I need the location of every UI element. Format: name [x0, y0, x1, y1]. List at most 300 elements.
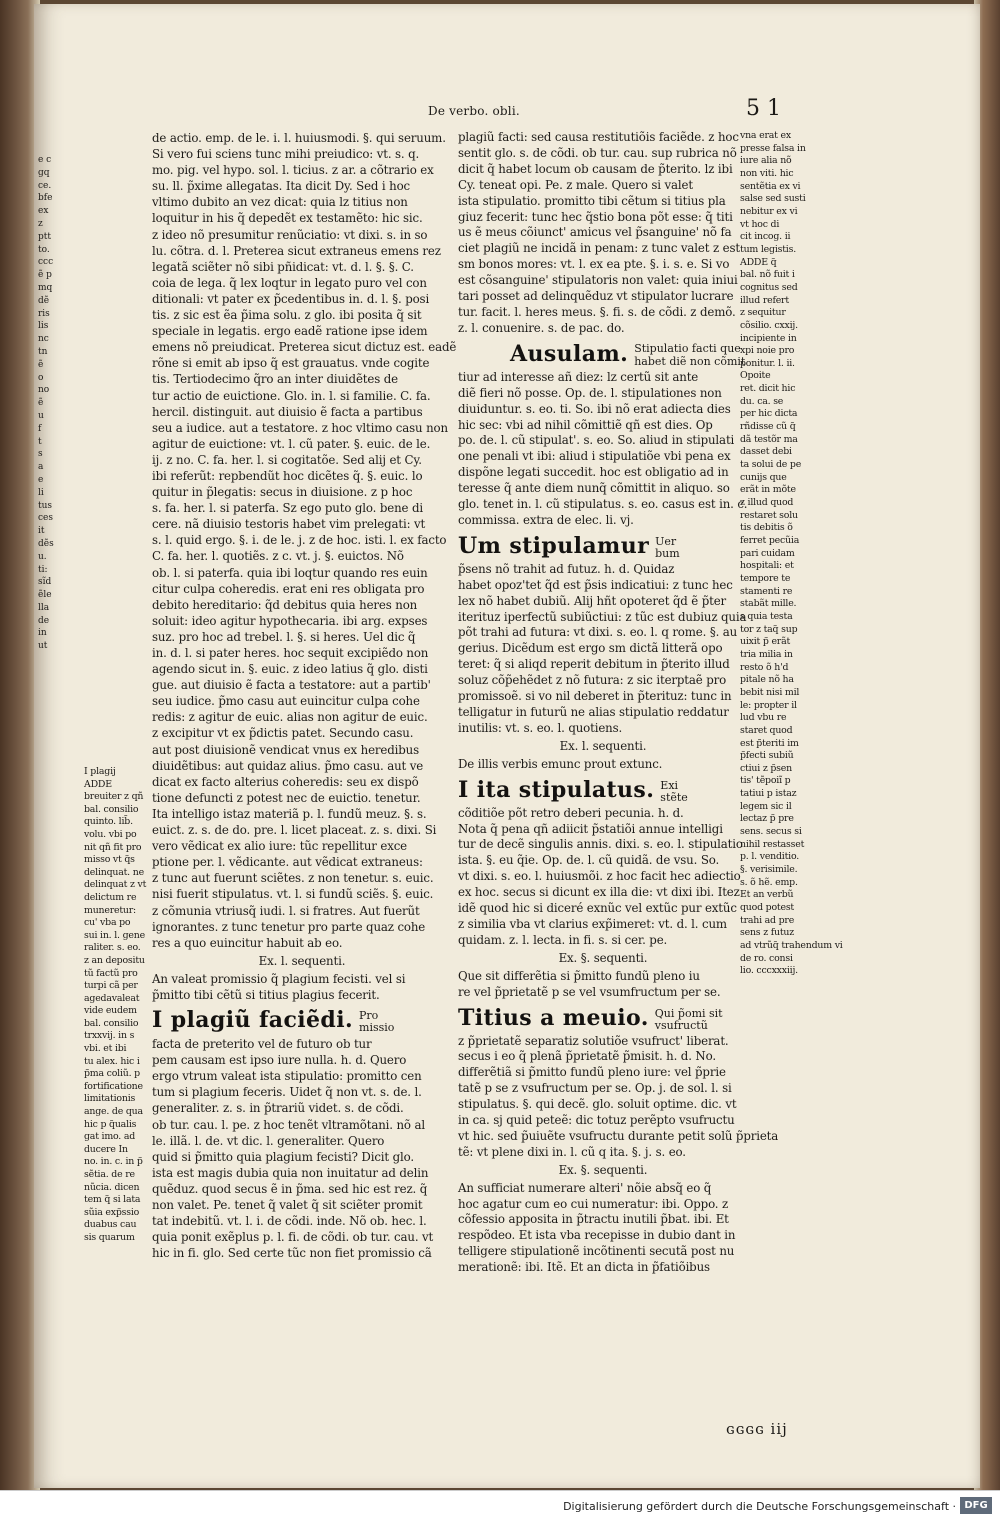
- gloss-line: uixit p̃ erãt: [740, 636, 791, 648]
- right-lines-g: [458, 1181, 748, 1276]
- gloss-line: presse falsa in: [740, 142, 806, 154]
- gloss-line: erãt in mõte: [740, 484, 796, 496]
- edge-gloss: [38, 154, 60, 653]
- gloss-line: delinquat z vt: [84, 879, 147, 891]
- rubric-line: De illis verbis emunc prout extunc.: [458, 756, 663, 771]
- gloss-line: lio. cccxxxiij.: [740, 965, 798, 977]
- gloss-line: dasset debi: [740, 446, 792, 458]
- text-line: secus i eo q̃ plenã p̃prietatẽ p̃misit. h. d. No.: [458, 1049, 716, 1064]
- gloss-line: bebit nisi mil: [740, 686, 800, 698]
- gloss-line: non viti. hic: [740, 167, 794, 179]
- text-line: ista stipulatio. promitto tibi cẽtum si titius pla: [458, 193, 726, 208]
- text-line: in. d. l. si pater heres. hoc sequit excipiẽdo non: [152, 646, 429, 660]
- gloss-line: legem sic il: [740, 800, 792, 812]
- gloss-line: ponitur. l. ii.: [740, 357, 795, 369]
- text-line: generaliter. z. s. in p̃trariũ videt. s. de cõdi.: [152, 1101, 404, 1116]
- gloss-line: bal. consilio: [84, 1017, 139, 1029]
- gloss-line: quod potest: [740, 902, 795, 914]
- gloss-line: delinquat. ne: [84, 866, 144, 878]
- text-line: ciet plagiũ ne incidã in penam: z tunc valet z est: [458, 241, 740, 256]
- text-line: p̃mitto tibi cẽtũ si titius plagius fecerit.: [152, 987, 380, 1002]
- gloss-line: bfe: [38, 193, 53, 204]
- gloss-line: ADDE: [84, 778, 112, 790]
- gloss-line: ret. dicit hic: [740, 383, 796, 395]
- text-line: cõfessio apposita in p̃tractu inutili p̃bat. ibi. Et: [458, 1212, 729, 1227]
- text-line: quid si p̃mitto quia plagium fecisti? Dicit glo.: [152, 1149, 414, 1164]
- gloss-line: dẽs: [38, 538, 54, 549]
- text-line: su. ll. p̃xime allegatas. Ita dicit Dy. Sed i hoc: [152, 179, 410, 194]
- text-line: C. fa. her. l. quotiẽs. z c. vt. j. §. euictos. Nõ: [152, 549, 404, 564]
- footer-credit: Digitalisierung gefördert durch die Deutsche Forschungsgemeinschaft ·: [563, 1500, 956, 1513]
- gloss-line: z illud quod: [740, 497, 794, 509]
- text-line: iterituz iperfectũ subiũctiui: z tũc est dubiuz quia: [458, 609, 747, 624]
- text-line: inutilis: vt. s. eo. l. quotiens.: [458, 720, 623, 735]
- gloss-line: f: [38, 423, 42, 434]
- text-line: tiur ad interesse añ diez: lz certũ sit ante: [458, 369, 699, 384]
- text-line: rõne si emit ab ipso q̃ est grauatus. vnde cogite: [152, 356, 430, 371]
- text-line: lu. cõtra. d. l. Preterea sicut extraneus emens rez: [152, 243, 441, 258]
- gloss-line: li: [38, 487, 44, 498]
- gloss-line: e: [38, 474, 44, 485]
- left-lines-c: [152, 1036, 452, 1261]
- gloss-line: tus: [38, 500, 53, 511]
- gloss-line: cu' vba po: [84, 917, 131, 929]
- gloss-line: lis: [38, 321, 49, 332]
- gloss-line: tn: [38, 346, 48, 357]
- gloss-line: cit incog. ii: [740, 231, 791, 243]
- left-lines-a: [152, 130, 457, 951]
- gloss-line: ẽ p: [38, 270, 52, 281]
- text-line: ergo vtrum valeat ista stipulatio: promitto cen: [152, 1069, 422, 1084]
- gloss-line: cunijs que: [740, 471, 787, 483]
- text-line: facta de preterito vel de futuro ob tur: [152, 1037, 372, 1052]
- gloss-line: it: [38, 526, 45, 537]
- gloss-line: agedavaleat: [84, 992, 140, 1004]
- gloss-line: nebitur ex vi: [740, 205, 798, 217]
- text-line: tari posset ad delinquẽduz vt stipulator lucrare: [458, 289, 734, 304]
- headline-um-stipulamur: Um stipulamur: [458, 532, 650, 559]
- gloss-line: trxxvij. in s: [84, 1030, 135, 1042]
- gloss-line: restaret solu: [740, 509, 798, 521]
- gloss-line: t: [38, 436, 42, 447]
- text-line: z similia vba vt clarius exp̃imeret: vt. d. l. cum: [458, 916, 727, 931]
- text-line: in ca. sj quid peteẽ: dic totuz perẽpto vsufructu: [458, 1113, 735, 1128]
- right-lines-e: [458, 969, 748, 1001]
- text-line: quitur in p̃legatis: secus in diuisione. z p hoc: [152, 485, 413, 500]
- text-line: z p̃prietatẽ separatiz solutiõe vsufruct' liberat.: [458, 1033, 729, 1048]
- gloss-line: rñdisse cũ q̃: [740, 421, 796, 433]
- text-line: hoc agatur cum eo cui numeratur: ibi. Oppo. z: [458, 1196, 729, 1211]
- gloss-line: est p̃teriti im: [740, 737, 799, 749]
- right-lines-a: [458, 130, 748, 337]
- gloss-line: p̃fecti subiũ: [740, 750, 794, 762]
- text-line: vltimo dubito an vez dicat: quia lz titius non: [152, 195, 408, 210]
- gloss-line: tis debitis õ: [740, 522, 793, 534]
- dfg-logo: DFG: [960, 1497, 992, 1514]
- text-line: ditionali: vt pater ex p̃cedentibus in. d. l. §. posi: [152, 291, 430, 306]
- gloss-line: staret quod: [740, 724, 793, 736]
- text-line: teret: q̃ si aliqd reperit debitum in p̃terito illud: [458, 657, 730, 672]
- gloss-line: vna erat ex: [740, 130, 791, 141]
- text-line: sentit glo. s. de cõdi. ob tur. cau. sup rubrica nõ: [458, 145, 737, 160]
- gloss-line: le: propter il: [740, 699, 797, 711]
- gloss-line: sis quarum: [84, 1231, 135, 1243]
- text-line: s. l. quid ergo. §. i. de le. j. z de hoc. isti. l. ex facto: [152, 533, 447, 548]
- gloss-line: tatiui p istaz: [740, 788, 797, 800]
- text-line: le. illã. l. de. vt dic. l. generaliter. Quero: [152, 1133, 385, 1148]
- text-line: cere. nã diuisio testoris habet vim prelegati: vt: [152, 517, 426, 532]
- outer-margin-gloss: [740, 130, 843, 978]
- text-line: idẽ quod hic si diceré exnũc vel extũc pur extũc: [458, 901, 737, 916]
- text-line: euict. z. s. de do. pre. l. licet placeat. z. s. dixi. Si: [152, 823, 437, 838]
- gloss-line: resto õ h'd: [740, 661, 789, 673]
- right-lines-f: [458, 1033, 779, 1161]
- text-line: z cõmunia vtriusq̃ iudi. l. si fratres. Aut fuerũt: [152, 903, 420, 918]
- gloss-line: s quia testa: [740, 610, 793, 622]
- gloss-line: nihil restasset: [740, 838, 805, 850]
- text-line: nisi fuerit stipulatus. vt. l. si fundũ sciẽs. §. euic.: [152, 887, 434, 902]
- text-line: soluz cõp̃ehẽdet z nõ futura: z sic iterptaẽ pro: [458, 673, 727, 688]
- text-line: hic in fi. glo. Sed certe tũc non fiet promissio cã: [152, 1246, 432, 1261]
- text-line: s. fa. her. l. si paterfa. Sz ego puto glo. bene di: [152, 501, 423, 516]
- text-line: promissoẽ. si vo nil deberet in p̃terituz: tunc in: [458, 689, 732, 704]
- headline-titius-a-meuio: Titius a meuio.: [458, 1004, 649, 1031]
- gloss-line: sũia exp̃ssio: [84, 1206, 140, 1218]
- text-line: lex nõ habet dubiũ. Alij hñt opoteret q̃d ẽ p̃ter: [458, 593, 727, 608]
- gloss-line: ADDE q̃: [740, 256, 777, 268]
- text-line: plagiũ facti: sed causa restitutiõis faciẽde. z hoc: [458, 130, 739, 144]
- right-lines-b: [458, 370, 748, 529]
- gloss-line: u: [38, 410, 44, 421]
- text-line: vero vẽdicat ex alio iure: tũc repellitur exce: [152, 839, 407, 854]
- gloss-line: nit qñ fit pro: [84, 841, 142, 853]
- gloss-line: trahi ad pre: [740, 914, 795, 926]
- gloss-line: sens. secus si: [740, 826, 802, 838]
- text-line: ignorantes. z tunc tenetur pro parte quaz cohe: [152, 919, 426, 934]
- headline-i-ita-stipulatus: I ita stipulatus.: [458, 776, 655, 803]
- text-line: telligatur in futurũ ne alias stipulatio reddatur: [458, 705, 729, 719]
- text-line: pem causam est ipso iure nulla. h. d. Quero: [152, 1053, 407, 1068]
- headline-side-text: Uer bum: [655, 534, 680, 560]
- ex-sequenti-label: Ex. l. sequenti.: [559, 738, 647, 753]
- text-line: tione defuncti z potest nec de euictio. tenetur.: [152, 790, 421, 805]
- gloss-line: sui in. l. gene: [84, 929, 145, 941]
- gloss-line: §. verisimile.: [740, 864, 798, 876]
- text-line: est cõsanguine' stipulatoris non valet: quia iniui: [458, 273, 738, 288]
- text-line: aut post diuisionẽ vendicat vnus ex heredibus: [152, 742, 419, 757]
- gloss-line: tempore te: [740, 572, 791, 584]
- text-line: dicat ex facto alterius coheredis: seu ex dispõ: [152, 774, 419, 789]
- text-line: tur de decẽ singulis annis. dixi. s. eo. l. stipulatio: [458, 837, 743, 852]
- text-line: sm bonos mores: vt. l. ex ea pte. §. i. s. e. Si vo: [458, 257, 730, 272]
- gloss-line: pari cuidam: [740, 547, 795, 559]
- gloss-line: nũcia. dicen: [84, 1181, 140, 1193]
- text-line: teresse q̃ ante diem nunq̃ cõmittit in aliquo. so: [458, 481, 730, 496]
- right-lines-d: [458, 806, 748, 949]
- gloss-line: nc: [38, 334, 49, 345]
- text-line: diuidẽtibus: aut quidaz alius. p̃mo casu. aut ve: [152, 758, 424, 773]
- gloss-line: stamenti re: [740, 585, 793, 597]
- gloss-line: ce.: [38, 180, 52, 191]
- text-line: seu a iudice. aut a testatore. z hoc vltimo casu non: [152, 420, 448, 435]
- gloss-line: tor z taq̃ sup: [740, 623, 798, 635]
- text-line: ex hoc. secus si dicunt ex illa die: vt dixi ibi. Itez: [458, 885, 740, 900]
- gloss-line: sens z futuz: [740, 927, 794, 939]
- gloss-line: ccc: [38, 257, 54, 268]
- gloss-line: ut: [38, 641, 48, 652]
- gloss-line: ces: [38, 513, 53, 524]
- gloss-line: s: [38, 449, 43, 460]
- text-line: quia ponit exẽplus p. l. fi. de cõdi. ob tur. cau. vt: [152, 1230, 434, 1245]
- gloss-line: xpi noie pro: [740, 345, 795, 357]
- headline-block: [458, 532, 748, 560]
- gloss-line: tũ factũ pro: [84, 967, 138, 979]
- text-line: An valeat promissio q̃ plagium fecisti. vel si: [152, 971, 406, 986]
- text-line: Si vero fui sciens tunc mihi preiudico: vt. s. q.: [152, 147, 420, 162]
- text-line: diẽ fieri nõ posse. Op. de. l. stipulationes non: [458, 385, 722, 400]
- text-line: speciale in legatis. ergo eadẽ ratione ipse idem: [152, 324, 428, 339]
- text-line: seu iudice. p̃mo casu aut euincitur culpa cohe: [152, 694, 420, 709]
- gloss-line: ti:: [38, 564, 48, 575]
- text-line: p̃sens nõ trahit ad futuz. h. d. Quidaz: [458, 561, 675, 576]
- text-line: tatẽ p se z vsufructum per se. Op. j. de sol. l. si: [458, 1081, 732, 1096]
- text-line: de actio. emp. de le. i. l. huiusmodi. §. qui seruum.: [152, 131, 446, 145]
- gloss-line: turpi cã per: [84, 980, 138, 992]
- gloss-line: no: [38, 385, 50, 396]
- gloss-line: duabus cau: [84, 1219, 137, 1231]
- gloss-line: ris: [38, 308, 50, 319]
- gloss-line: lla: [38, 602, 50, 613]
- text-line: legatã sciẽter nõ sibi pñidicat: vt. d. l. §. §. C.: [152, 259, 414, 274]
- running-title: De verbo. obli.: [428, 104, 520, 118]
- text-line: merationẽ: ibi. Itẽ. Et an dicta in p̃fatiõibus: [458, 1260, 710, 1275]
- gloss-line: ad vtrũq̃ trahendum vi: [740, 940, 843, 951]
- gloss-line: a: [38, 462, 44, 473]
- folio-number: 5 1: [746, 96, 781, 121]
- text-line: ob. l. si paterfa. quia ibi loqtur quando res euin: [152, 565, 428, 580]
- gloss-line: tis' tẽpoiĩ p: [740, 775, 791, 787]
- gloss-line: incipiente in: [740, 332, 797, 344]
- gloss-line: gat imo. ad: [84, 1131, 136, 1143]
- headline-side-text: Qui p̃omi sit vsufructũ: [654, 1006, 723, 1032]
- gloss-line: vide eudem: [84, 1005, 137, 1017]
- gloss-line: tum legistis.: [740, 243, 796, 255]
- gloss-line: iure alia nõ: [740, 155, 792, 167]
- text-line: one penali vt ibi: aliud i stipulatiõe vbi pena ex: [458, 449, 731, 464]
- text-line: ibi referũt: repbendũt hoc dicẽtes q̃. §. euic. lo: [152, 468, 423, 483]
- text-line: diuiduntur. s. eo. ti. So. ibi nõ erat adiecta dies: [458, 401, 731, 416]
- text-line: dicit q̃ habet locum ob causam de p̃terito. lz ibi: [458, 161, 733, 176]
- text-line: ista. §. eu q̃ie. Op. de. l. cũ quidã. de vsu. So.: [458, 853, 720, 868]
- gloss-line: ẽ: [38, 398, 44, 409]
- gloss-line: ẽle: [38, 590, 52, 601]
- gloss-line: z an depositu: [84, 954, 145, 966]
- text-line: soluit: ideo agitur hypothecaria. ibi arg. expses: [152, 613, 428, 628]
- gloss-line: tem q̃ si lata: [84, 1194, 141, 1206]
- text-line: commissa. extra de elec. li. vj.: [458, 512, 634, 527]
- left-text-column: [152, 130, 457, 1261]
- text-line: põt trahi ad futura: vt dixi. s. eo. l. q rome. §. au: [458, 625, 738, 640]
- gloss-line: ange. de qua: [84, 1106, 143, 1118]
- text-line: quidam. z. l. lecta. in fi. s. si cer. pe.: [458, 932, 668, 947]
- text-line: z excipitur vt ex p̃dictis patet. Secundo casu.: [152, 726, 414, 741]
- gloss-line: I plagij: [84, 766, 116, 777]
- gloss-line: hic p q̃ualis: [84, 1118, 137, 1130]
- gloss-line: cõsilio. cxxij.: [740, 319, 798, 331]
- text-line: glo. tenet in. l. cũ stipulatus. s. eo. casus est in. c.: [458, 497, 748, 512]
- gloss-line: gq: [38, 167, 50, 178]
- gloss-line: ẽ: [38, 359, 44, 370]
- text-line: tur actio de euictione. Glo. in. l. si familie. C. fa.: [152, 388, 431, 403]
- text-line: hic sec: vbi ad nihil cõmittiẽ qñ est dies. Op: [458, 417, 713, 432]
- gloss-line: pitale nõ ha: [740, 674, 794, 686]
- gloss-line: du. ca. se: [740, 395, 784, 407]
- gloss-line: sentẽtia ex vi: [740, 180, 801, 192]
- gloss-line: p̃ma coliũ. p: [84, 1068, 140, 1080]
- text-line: Cy. teneat opi. Pe. z male. Quero si valet: [458, 177, 693, 192]
- text-line: ij. z no. C. fa. her. l. si cogitatõe. Sed alij et Cy.: [152, 452, 422, 467]
- gloss-line: salse sed susti: [740, 193, 806, 205]
- text-line: respõdeo. Et ista vba recepisse in dubio dant in: [458, 1228, 736, 1243]
- gloss-line: ferret pecũia: [740, 535, 800, 546]
- gloss-line: lectaz p̃ pre: [740, 813, 794, 825]
- gloss-line: dã testõr ma: [740, 433, 798, 445]
- text-line: tis. Tertiodecimo q̃ro an inter diuidẽtes de: [152, 372, 398, 387]
- text-line: tis. z sic est ẽa p̃ima solu. z glo. ibi posita q̃ sit: [152, 308, 422, 323]
- text-line: tur. facit. l. heres meus. §. fi. s. de cõdi. z demõ.: [458, 304, 736, 319]
- headline-side-text: Exi stẽte: [660, 778, 688, 804]
- gloss-line: cognitus sed: [740, 281, 798, 293]
- headline-ausulam: Ausulam.: [510, 340, 629, 367]
- text-line: habet opoz'tet q̃d est p̃sis indicatiui: z tunc hec: [458, 577, 733, 592]
- left-lines-b: [152, 971, 452, 1003]
- gloss-line: stabãt mille.: [740, 598, 797, 610]
- gloss-line: bal. nõ fuit i: [740, 269, 795, 281]
- text-line: vt dixi. s. eo. l. huiusmõi. z hoc facit hec adiectio: [458, 869, 741, 884]
- headline-side-text: Pro missio: [359, 1009, 395, 1035]
- text-line: giuz fecerit: tunc hec q̃stio bona põt esse: q̃ titi: [458, 209, 733, 224]
- gloss-line: u.: [38, 551, 47, 562]
- text-line: cõditiõe põt retro deberi pecunia. h. d.: [458, 805, 684, 820]
- gloss-line: in: [38, 628, 47, 639]
- gloss-line: de: [38, 615, 50, 626]
- gloss-line: hospitali: et: [740, 560, 794, 572]
- text-line: res a quo euincitur habuit ab eo.: [152, 935, 343, 950]
- gloss-line: o: [38, 372, 44, 383]
- gloss-line: quinto. lib̃.: [84, 816, 133, 828]
- text-line: z tunc aut fuerunt sciẽtes. z non tenetur. s. euic.: [152, 871, 434, 886]
- gloss-line: lud vbu re: [740, 712, 787, 724]
- text-line: mo. pig. vel hypo. sol. l. ticius. z ar. a cõtrario ex: [152, 163, 434, 178]
- gloss-line: vt hoc di: [740, 218, 780, 230]
- text-line: us ẽ meus cõiunct' amicus vel p̃sanguine' nõ fa: [458, 225, 732, 240]
- text-line: Que sit differẽtia si p̃mitto fundũ pleno iu: [458, 968, 700, 983]
- gloss-line: raliter. s. eo.: [84, 942, 141, 954]
- gloss-line: s. õ hẽ. emp.: [740, 876, 798, 888]
- gloss-line: Et an verbũ: [740, 889, 794, 901]
- text-line: ob tur. cau. l. pe. z hoc tenẽt vltramõtani. nõ al: [152, 1117, 425, 1132]
- text-line: debito hereditario: q̃d debitus quia heres non: [152, 597, 418, 612]
- right-lines-c: [458, 562, 748, 737]
- text-line: coia de lega. q̃ lex loqtur in legato puro vel con: [152, 275, 427, 290]
- text-line: Ita intelligo istaz materiã p. l. fundũ meuz. §. s.: [152, 806, 427, 821]
- text-line: Nota q̃ pena qñ adiicit p̃statiõi annue intelligi: [458, 821, 723, 836]
- gloss-line: ptt: [38, 231, 51, 242]
- text-line: agendo sicut in. §. euic. z ideo latius q̃ glo. disti: [152, 662, 428, 677]
- gloss-line: volu. vbi po: [84, 828, 137, 840]
- headline-block: [510, 340, 748, 368]
- text-line: hercil. distinguit. aut diuisio ẽ facta a partibus: [152, 404, 423, 419]
- gloss-line: illud refert: [740, 294, 789, 306]
- gloss-line: ctiui z p̃sen: [740, 762, 792, 774]
- text-line: ptione per. l. vẽdicante. aut vẽdicat extraneus:: [152, 855, 423, 870]
- headline-block: [458, 1004, 748, 1032]
- gloss-line: tu alex. hic i: [84, 1055, 140, 1067]
- gloss-line: ex: [38, 206, 49, 217]
- text-line: quẽduz. quod secus ẽ in p̃ma. sed hic est rez. q̃: [152, 1181, 428, 1196]
- signature-mark: ɢɢɢɢ iij: [726, 1420, 788, 1438]
- gloss-line: de ro. consi: [740, 952, 793, 964]
- gloss-line: per hic dicta: [740, 408, 798, 420]
- text-line: tat indebitũ. vt. l. i. de cõdi. inde. Nõ ob. hec. l.: [152, 1214, 427, 1229]
- text-line: z ideo nõ presumitur renũciatio: vt dixi. s. in so: [152, 227, 428, 242]
- gloss-line: limitationis: [84, 1093, 136, 1105]
- gloss-line: breuiter z qñ: [84, 791, 144, 803]
- headline-side-text: Stipulatio facti que habet diẽ non cõmit: [634, 341, 746, 368]
- gloss-line: e c: [38, 155, 52, 165]
- ex-sequenti-label: Ex. l. sequenti.: [258, 953, 346, 968]
- text-line: emens nõ preiudicat. Preterea sicut dictuz est. eadẽ: [152, 340, 457, 355]
- text-line: z. l. conuenire. s. de pac. do.: [458, 320, 625, 335]
- headline-i-plagium: I plagiũ faciẽdi.: [152, 1007, 354, 1034]
- text-line: loquitur in his q̃ depedẽt ex testamẽto: hic sic.: [152, 211, 423, 226]
- text-line: gue. aut diuisio ẽ facta a testatore: aut a partib': [152, 678, 431, 693]
- gloss-line: z sequitur: [740, 307, 786, 319]
- text-line: gerius. Dicẽdum est ergo sm dictã litterã opo: [458, 641, 723, 656]
- text-line: An sufficiat numerare alteri' nõie absq̃ eo q̃: [458, 1180, 712, 1195]
- gloss-line: misso vt q̃s: [84, 854, 135, 866]
- text-line: citur culpa coheredis. erat eni res obligata pro: [152, 581, 425, 596]
- text-line: agitur de euictione: vt. l. cũ pater. §. euic. de le.: [152, 436, 431, 451]
- text-line: redis: z agitur de euic. alias non agitur de euic.: [152, 710, 428, 725]
- gloss-line: no. in. c. in p̃: [84, 1156, 143, 1168]
- ex-sequenti-label: Ex. §. sequenti.: [558, 1162, 648, 1177]
- text-line: tum si plagium feceris. Uidet q̃ non vt. s. de. l.: [152, 1085, 422, 1100]
- gloss-line: sĩd: [38, 577, 52, 588]
- gloss-line: mq: [38, 282, 53, 293]
- text-line: telligere stipulationẽ incõtinenti secutã post nu: [458, 1244, 735, 1259]
- gloss-line: delictum re: [84, 891, 137, 903]
- text-line: po. de. l. cũ stipulat'. s. eo. So. aliud in stipulati: [458, 433, 735, 448]
- gloss-line: p. l. venditio.: [740, 851, 800, 863]
- text-line: tẽ: vt plene dixi in. l. cũ q ita. §. j. s. eo.: [458, 1144, 686, 1159]
- gloss-line: tria milia in: [740, 648, 793, 660]
- headline-block: [152, 1006, 452, 1034]
- text-line: vt hic. sed p̃uiuẽte vsufructu durante petit solũ p̃prieta: [458, 1128, 779, 1143]
- gloss-line: sẽtia. de re: [84, 1169, 135, 1180]
- gloss-line: muneretur:: [84, 904, 136, 916]
- gloss-line: Opoite: [740, 370, 771, 382]
- inner-margin-gloss: [84, 766, 150, 1245]
- text-line: suz. pro hoc ad trebel. l. §. si heres. Uel dic q̃: [152, 629, 416, 644]
- book-page: [34, 4, 980, 1488]
- text-line: dispõne legati succedit. hoc est obligatio ad in: [458, 465, 729, 480]
- gloss-line: to.: [38, 244, 50, 255]
- gloss-line: fortificatione: [84, 1080, 143, 1092]
- gloss-line: bal. consilio: [84, 803, 139, 815]
- text-line: differẽtiã si p̃mitto fundũ pleno iure: vel p̃prie: [458, 1065, 726, 1080]
- ex-sequenti-label: Ex. §. sequenti.: [558, 950, 648, 965]
